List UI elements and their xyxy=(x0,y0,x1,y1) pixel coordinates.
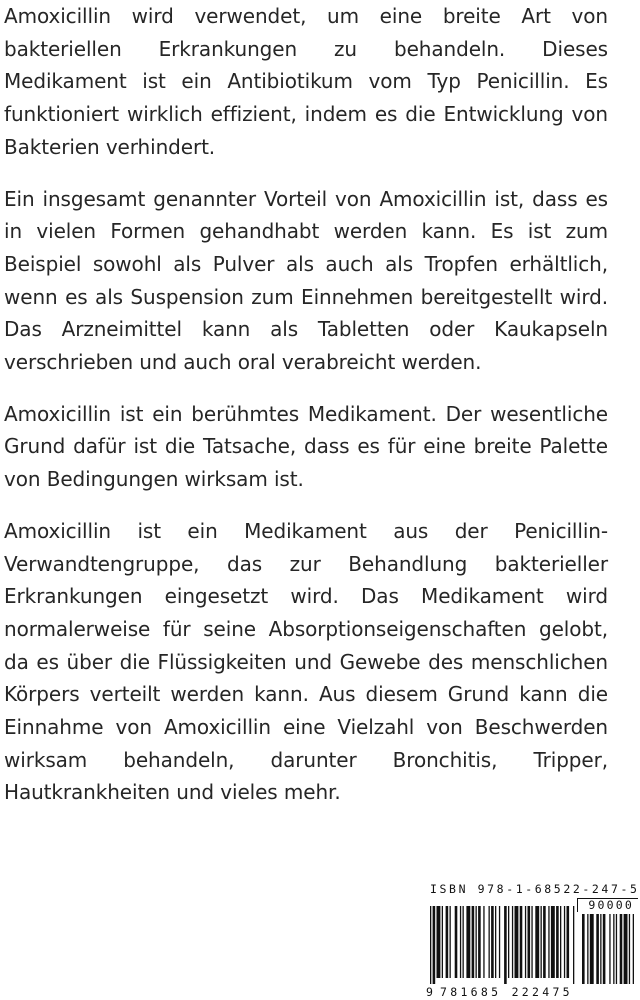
book-back-cover-text xyxy=(4,0,608,828)
barcode-bars xyxy=(426,900,638,986)
paragraph-3: Amoxicillin ist ein berühmtes Medikament. Der wesentliche Grund dafür ist die Tatsache, dass es für eine breite Palette von Bedingungen wirksam ist. xyxy=(4,401,608,492)
ean-digits xyxy=(426,984,638,1000)
isbn-label: ISBN 978-1-68522-247-5 xyxy=(430,882,640,896)
isbn-barcode xyxy=(426,880,638,1000)
ean-rest-digits: 781685 222475 xyxy=(440,985,573,999)
paragraph-4: Amoxicillin ist ein Medikament aus der Penicillin-Verwandtengruppe, das zur Behandlung bakterieller Erkrankungen eingesetzt wird. Das Medikament wird normalerweise für seine Absorptionseigenschaften gelobt, da es über die Flüssigkeiten und Gewebe des menschlichen Körpers verteilt werden kann. Aus diesem Grund kann die Einnahme von Amoxicillin eine Vielzahl von Beschwerden wirksam behandeln, darunter Bronchitis, Tripper, Hautkrankheiten und vieles mehr. xyxy=(4,518,608,805)
paragraph-2: Ein insgesamt genannter Vorteil von Amoxicillin ist, dass es in vielen Formen gehandhabt werden kann. Es ist zum Beispiel sowohl als Pulver als auch als Tropfen erhältlich, wenn es als Suspension zum Einnehmen bereitgestellt wird. Das Arzneimittel kann als Tabletten oder Kaukapseln verschrieben und auch oral verabreicht werden. xyxy=(4,186,608,375)
paragraph-1: Amoxicillin wird verwendet, um eine breite Art von bakteriellen Erkrankungen zu behandeln. Dieses Medikament ist ein Antibiotikum vom Typ Penicillin. Es funktioniert wirklich effizient, indem es die Entwicklung von Bakterien verhindert. xyxy=(4,4,608,159)
price-code: 90000 xyxy=(588,898,634,912)
ean-first-digit: 9 xyxy=(426,985,433,999)
